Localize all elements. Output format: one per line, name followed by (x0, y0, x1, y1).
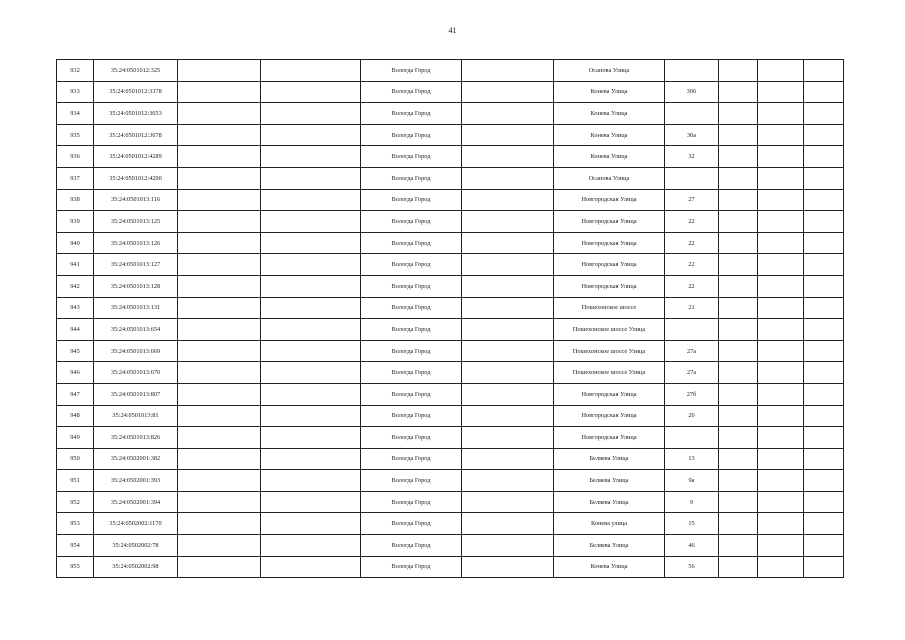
empty-cell-1 (178, 405, 261, 427)
house-number-cell: 13 (665, 448, 719, 470)
empty-cell-1 (178, 103, 261, 125)
empty-cell-4 (719, 319, 758, 341)
empty-cell-5 (758, 275, 804, 297)
locality-cell: Вологда Город (361, 167, 462, 189)
empty-cell-3 (462, 103, 554, 125)
empty-cell-3 (462, 362, 554, 384)
empty-cell-2 (261, 146, 361, 168)
table-row (57, 556, 844, 578)
empty-cell-6 (804, 319, 844, 341)
empty-cell-1 (178, 232, 261, 254)
table-body (57, 60, 844, 578)
empty-cell-5 (758, 319, 804, 341)
property-registry-table (56, 59, 844, 578)
street-cell: Беляева Улица (554, 448, 665, 470)
empty-cell-5 (758, 470, 804, 492)
empty-cell-2 (261, 232, 361, 254)
locality-cell: Вологда Город (361, 319, 462, 341)
house-number-cell (665, 103, 719, 125)
empty-cell-6 (804, 146, 844, 168)
empty-cell-5 (758, 60, 804, 82)
empty-cell-1 (178, 211, 261, 233)
row-number-cell: 949 (57, 427, 94, 449)
house-number-cell: 9 (665, 491, 719, 513)
empty-cell-4 (719, 405, 758, 427)
cadastral-number-cell: 35:24:0501013:128 (94, 275, 178, 297)
empty-cell-6 (804, 405, 844, 427)
row-number-cell: 954 (57, 535, 94, 557)
locality-cell: Вологда Город (361, 60, 462, 82)
house-number-cell: 9а (665, 470, 719, 492)
empty-cell-5 (758, 491, 804, 513)
empty-cell-4 (719, 60, 758, 82)
house-number-cell (665, 319, 719, 341)
empty-cell-2 (261, 362, 361, 384)
empty-cell-2 (261, 383, 361, 405)
table-row (57, 146, 844, 168)
row-number-cell: 936 (57, 146, 94, 168)
empty-cell-2 (261, 124, 361, 146)
street-cell: Конева Улица (554, 103, 665, 125)
empty-cell-5 (758, 383, 804, 405)
empty-cell-5 (758, 211, 804, 233)
empty-cell-6 (804, 448, 844, 470)
empty-cell-6 (804, 124, 844, 146)
house-number-cell: 20 (665, 405, 719, 427)
empty-cell-4 (719, 254, 758, 276)
cadastral-number-cell: 35:24:0501013:807 (94, 383, 178, 405)
cadastral-number-cell: 35:24:0501012:4290 (94, 167, 178, 189)
empty-cell-1 (178, 448, 261, 470)
empty-cell-2 (261, 275, 361, 297)
street-cell: Новгородская Улица (554, 211, 665, 233)
row-number-cell: 940 (57, 232, 94, 254)
table-row (57, 535, 844, 557)
empty-cell-3 (462, 275, 554, 297)
empty-cell-1 (178, 254, 261, 276)
street-cell: Новгородская Улица (554, 189, 665, 211)
row-number-cell: 939 (57, 211, 94, 233)
street-cell: Новгородская Улица (554, 405, 665, 427)
house-number-cell: 22 (665, 232, 719, 254)
row-number-cell: 942 (57, 275, 94, 297)
empty-cell-6 (804, 383, 844, 405)
street-cell: Новгородская Улица (554, 232, 665, 254)
row-number-cell: 955 (57, 556, 94, 578)
empty-cell-4 (719, 232, 758, 254)
street-cell: Беляева Улица (554, 470, 665, 492)
table-row (57, 319, 844, 341)
empty-cell-3 (462, 297, 554, 319)
empty-cell-3 (462, 319, 554, 341)
empty-cell-1 (178, 535, 261, 557)
locality-cell: Вологда Город (361, 362, 462, 384)
house-number-cell: 22 (665, 211, 719, 233)
empty-cell-4 (719, 470, 758, 492)
empty-cell-3 (462, 405, 554, 427)
empty-cell-1 (178, 275, 261, 297)
cadastral-number-cell: 35:24:0501013:125 (94, 211, 178, 233)
table-row (57, 491, 844, 513)
cadastral-number-cell: 35:24:0501013:654 (94, 319, 178, 341)
house-number-cell: 27б (665, 383, 719, 405)
table-row (57, 232, 844, 254)
house-number-cell: 46 (665, 535, 719, 557)
house-number-cell: 30а (665, 124, 719, 146)
empty-cell-6 (804, 275, 844, 297)
table-row (57, 211, 844, 233)
empty-cell-1 (178, 340, 261, 362)
locality-cell: Вологда Город (361, 513, 462, 535)
house-number-cell: 27а (665, 362, 719, 384)
empty-cell-5 (758, 535, 804, 557)
empty-cell-5 (758, 232, 804, 254)
empty-cell-6 (804, 167, 844, 189)
empty-cell-3 (462, 535, 554, 557)
cadastral-number-cell: 35:24:0501012:3378 (94, 81, 178, 103)
empty-cell-6 (804, 513, 844, 535)
house-number-cell: 15 (665, 513, 719, 535)
cadastral-number-cell: 35:24:0501013:127 (94, 254, 178, 276)
row-number-cell: 952 (57, 491, 94, 513)
empty-cell-4 (719, 513, 758, 535)
locality-cell: Вологда Город (361, 254, 462, 276)
empty-cell-6 (804, 362, 844, 384)
street-cell: Пошехонское шоссе Улица (554, 340, 665, 362)
empty-cell-1 (178, 470, 261, 492)
cadastral-number-cell: 35:24:0501013:669 (94, 340, 178, 362)
street-cell: Новгородская Улица (554, 254, 665, 276)
empty-cell-1 (178, 297, 261, 319)
empty-cell-4 (719, 383, 758, 405)
empty-cell-6 (804, 535, 844, 557)
empty-cell-3 (462, 146, 554, 168)
street-cell: Конева Улица (554, 81, 665, 103)
house-number-cell: 27 (665, 189, 719, 211)
cadastral-number-cell: 35:24:0501012:4289 (94, 146, 178, 168)
empty-cell-5 (758, 81, 804, 103)
empty-cell-1 (178, 383, 261, 405)
locality-cell: Вологда Город (361, 427, 462, 449)
cadastral-number-cell: 35:24:0502001:393 (94, 470, 178, 492)
empty-cell-2 (261, 167, 361, 189)
locality-cell: Вологда Город (361, 535, 462, 557)
row-number-cell: 944 (57, 319, 94, 341)
cadastral-number-cell: 35:24:0502002:98 (94, 556, 178, 578)
empty-cell-6 (804, 340, 844, 362)
row-number-cell: 951 (57, 470, 94, 492)
empty-cell-5 (758, 167, 804, 189)
table-row (57, 383, 844, 405)
row-number-cell: 937 (57, 167, 94, 189)
cadastral-number-cell: 35:24:0502001:394 (94, 491, 178, 513)
locality-cell: Вологда Город (361, 405, 462, 427)
empty-cell-4 (719, 146, 758, 168)
empty-cell-2 (261, 103, 361, 125)
empty-cell-2 (261, 448, 361, 470)
cadastral-number-cell: 35:24:0501012:3653 (94, 103, 178, 125)
empty-cell-3 (462, 60, 554, 82)
empty-cell-6 (804, 491, 844, 513)
empty-cell-4 (719, 124, 758, 146)
table-row (57, 275, 844, 297)
cadastral-number-cell: 35:24:0502002:1170 (94, 513, 178, 535)
empty-cell-5 (758, 448, 804, 470)
empty-cell-1 (178, 81, 261, 103)
empty-cell-3 (462, 189, 554, 211)
row-number-cell: 950 (57, 448, 94, 470)
street-cell: Осановa Улица (554, 167, 665, 189)
table-row (57, 470, 844, 492)
cadastral-number-cell: 35:24:0501013:826 (94, 427, 178, 449)
empty-cell-3 (462, 491, 554, 513)
table-row (57, 513, 844, 535)
empty-cell-3 (462, 232, 554, 254)
empty-cell-3 (462, 340, 554, 362)
table-row (57, 189, 844, 211)
cadastral-number-cell: 35:24:0501012:325 (94, 60, 178, 82)
empty-cell-6 (804, 232, 844, 254)
empty-cell-6 (804, 254, 844, 276)
locality-cell: Вологда Город (361, 491, 462, 513)
table-row (57, 254, 844, 276)
empty-cell-3 (462, 513, 554, 535)
house-number-cell (665, 167, 719, 189)
empty-cell-4 (719, 103, 758, 125)
house-number-cell: 22 (665, 254, 719, 276)
empty-cell-2 (261, 254, 361, 276)
table-row (57, 405, 844, 427)
cadastral-number-cell: 35:24:0501013:81 (94, 405, 178, 427)
empty-cell-2 (261, 189, 361, 211)
empty-cell-2 (261, 556, 361, 578)
cadastral-number-cell: 35:24:0501013:116 (94, 189, 178, 211)
house-number-cell: 306 (665, 81, 719, 103)
empty-cell-6 (804, 103, 844, 125)
house-number-cell: 21 (665, 297, 719, 319)
empty-cell-5 (758, 556, 804, 578)
empty-cell-5 (758, 513, 804, 535)
empty-cell-2 (261, 211, 361, 233)
empty-cell-2 (261, 535, 361, 557)
locality-cell: Вологда Город (361, 448, 462, 470)
row-number-cell: 938 (57, 189, 94, 211)
row-number-cell: 946 (57, 362, 94, 384)
empty-cell-4 (719, 556, 758, 578)
empty-cell-1 (178, 189, 261, 211)
empty-cell-5 (758, 340, 804, 362)
empty-cell-4 (719, 491, 758, 513)
empty-cell-4 (719, 167, 758, 189)
row-number-cell: 948 (57, 405, 94, 427)
empty-cell-2 (261, 60, 361, 82)
street-cell: Новгородская Улица (554, 383, 665, 405)
empty-cell-3 (462, 448, 554, 470)
empty-cell-3 (462, 81, 554, 103)
empty-cell-3 (462, 427, 554, 449)
empty-cell-1 (178, 427, 261, 449)
empty-cell-4 (719, 362, 758, 384)
empty-cell-3 (462, 556, 554, 578)
empty-cell-2 (261, 427, 361, 449)
street-cell: Осановa Улица (554, 60, 665, 82)
row-number-cell: 953 (57, 513, 94, 535)
page-number: 41 (448, 26, 457, 35)
house-number-cell: 32 (665, 146, 719, 168)
empty-cell-3 (462, 211, 554, 233)
street-cell: Беляева Улица (554, 491, 665, 513)
table-row (57, 60, 844, 82)
locality-cell: Вологда Город (361, 211, 462, 233)
locality-cell: Вологда Город (361, 340, 462, 362)
empty-cell-6 (804, 81, 844, 103)
empty-cell-5 (758, 427, 804, 449)
empty-cell-4 (719, 297, 758, 319)
row-number-cell: 934 (57, 103, 94, 125)
street-cell: Новгородская Улица (554, 275, 665, 297)
house-number-cell: 27а (665, 340, 719, 362)
empty-cell-2 (261, 405, 361, 427)
empty-cell-5 (758, 297, 804, 319)
empty-cell-6 (804, 60, 844, 82)
empty-cell-4 (719, 189, 758, 211)
empty-cell-4 (719, 211, 758, 233)
locality-cell: Вологда Город (361, 103, 462, 125)
row-number-cell: 947 (57, 383, 94, 405)
empty-cell-6 (804, 297, 844, 319)
empty-cell-1 (178, 362, 261, 384)
empty-cell-2 (261, 319, 361, 341)
locality-cell: Вологда Город (361, 297, 462, 319)
house-number-cell (665, 427, 719, 449)
locality-cell: Вологда Город (361, 232, 462, 254)
empty-cell-5 (758, 103, 804, 125)
table-row (57, 103, 844, 125)
empty-cell-3 (462, 470, 554, 492)
cadastral-number-cell: 35:24:0501013:670 (94, 362, 178, 384)
empty-cell-2 (261, 491, 361, 513)
empty-cell-5 (758, 124, 804, 146)
empty-cell-2 (261, 513, 361, 535)
locality-cell: Вологда Город (361, 470, 462, 492)
table-row (57, 362, 844, 384)
empty-cell-5 (758, 146, 804, 168)
street-cell: Конева Улица (554, 124, 665, 146)
empty-cell-4 (719, 448, 758, 470)
cadastral-number-cell: 35:24:0502001:382 (94, 448, 178, 470)
empty-cell-4 (719, 535, 758, 557)
street-cell: Беляева Улица (554, 535, 665, 557)
empty-cell-3 (462, 124, 554, 146)
empty-cell-1 (178, 146, 261, 168)
house-number-cell (665, 60, 719, 82)
empty-cell-6 (804, 556, 844, 578)
empty-cell-6 (804, 211, 844, 233)
empty-cell-5 (758, 254, 804, 276)
empty-cell-1 (178, 513, 261, 535)
empty-cell-6 (804, 470, 844, 492)
empty-cell-1 (178, 491, 261, 513)
street-cell: Новгородская Улица (554, 427, 665, 449)
locality-cell: Вологда Город (361, 146, 462, 168)
row-number-cell: 945 (57, 340, 94, 362)
street-cell: Пошехонское шоссе Улица (554, 362, 665, 384)
row-number-cell: 933 (57, 81, 94, 103)
empty-cell-3 (462, 383, 554, 405)
cadastral-number-cell: 35:24:0501012:3678 (94, 124, 178, 146)
table-row (57, 427, 844, 449)
empty-cell-1 (178, 60, 261, 82)
empty-cell-6 (804, 189, 844, 211)
table-row (57, 297, 844, 319)
house-number-cell: 56 (665, 556, 719, 578)
locality-cell: Вологда Город (361, 81, 462, 103)
table-row (57, 340, 844, 362)
row-number-cell: 932 (57, 60, 94, 82)
table-row (57, 81, 844, 103)
locality-cell: Вологда Город (361, 383, 462, 405)
locality-cell: Вологда Город (361, 556, 462, 578)
empty-cell-1 (178, 167, 261, 189)
locality-cell: Вологда Город (361, 275, 462, 297)
empty-cell-4 (719, 81, 758, 103)
cadastral-number-cell: 35:24:0502002:78 (94, 535, 178, 557)
empty-cell-1 (178, 124, 261, 146)
empty-cell-1 (178, 556, 261, 578)
cadastral-number-cell: 35:24:0501013:126 (94, 232, 178, 254)
empty-cell-3 (462, 167, 554, 189)
empty-cell-6 (804, 427, 844, 449)
street-cell: Конева улица (554, 513, 665, 535)
street-cell: Пошехонское шоссе Улица (554, 319, 665, 341)
locality-cell: Вологда Город (361, 124, 462, 146)
empty-cell-4 (719, 340, 758, 362)
empty-cell-5 (758, 362, 804, 384)
empty-cell-2 (261, 81, 361, 103)
table-row (57, 448, 844, 470)
empty-cell-2 (261, 297, 361, 319)
empty-cell-5 (758, 405, 804, 427)
empty-cell-4 (719, 275, 758, 297)
row-number-cell: 935 (57, 124, 94, 146)
empty-cell-1 (178, 319, 261, 341)
empty-cell-4 (719, 427, 758, 449)
row-number-cell: 943 (57, 297, 94, 319)
empty-cell-2 (261, 340, 361, 362)
cadastral-number-cell: 35:24:0501013:131 (94, 297, 178, 319)
empty-cell-5 (758, 189, 804, 211)
locality-cell: Вологда Город (361, 189, 462, 211)
table-row (57, 124, 844, 146)
street-cell: Конева Улица (554, 556, 665, 578)
table-row (57, 167, 844, 189)
street-cell: Пошехонское шоссе (554, 297, 665, 319)
empty-cell-2 (261, 470, 361, 492)
street-cell: Конева Улица (554, 146, 665, 168)
row-number-cell: 941 (57, 254, 94, 276)
empty-cell-3 (462, 254, 554, 276)
house-number-cell: 22 (665, 275, 719, 297)
